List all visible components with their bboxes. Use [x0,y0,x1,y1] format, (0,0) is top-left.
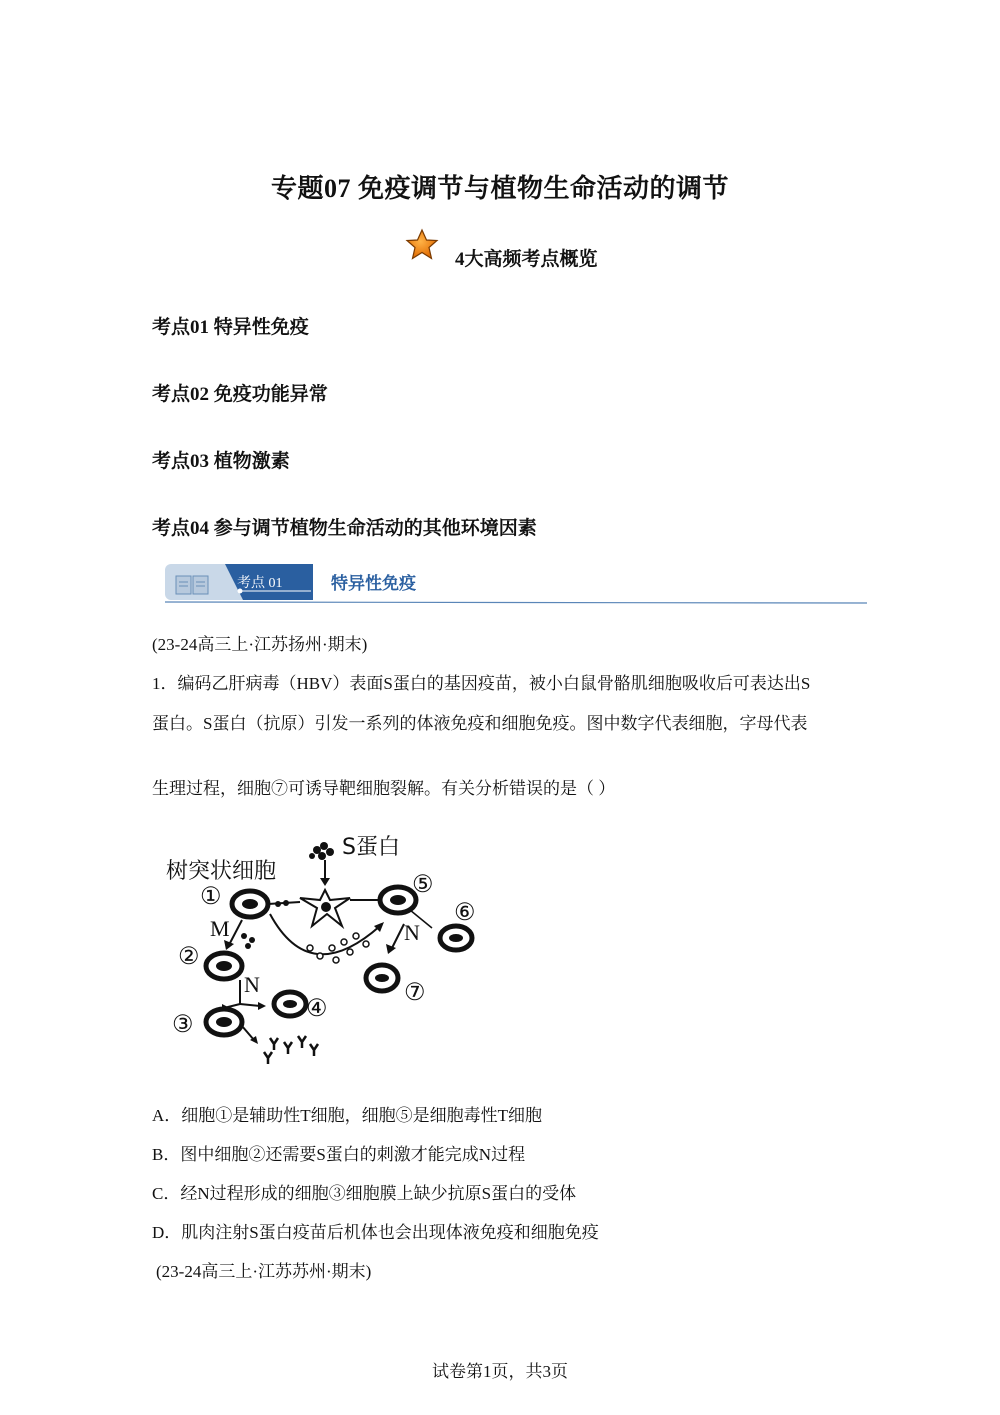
overview-text: 4大高频考点概览 [455,249,598,270]
question-source: (23-24高三上·江苏扬州·期末) [152,635,368,654]
book-icon [175,574,209,596]
immune-diagram [160,828,490,1068]
banner-tag: 考点 01 [237,576,283,591]
label-s-protein: S蛋白 [342,835,400,860]
cell-6 [440,900,476,950]
option-c: C．经N过程形成的细胞③细胞膜上缺少抗原S蛋白的受体 [152,1184,577,1203]
cell-4 [274,992,328,1022]
banner-title: 特异性免疫 [331,574,416,593]
process-label-m: M [210,916,230,941]
cell-3 [172,1009,242,1038]
question-source: (23-24高三上·江苏苏州·期末) [156,1262,372,1281]
option-a: A．细胞①是辅助性T细胞，细胞⑤是细胞毒性T细胞 [152,1106,543,1125]
kaodian-item: 考点02 免疫功能异常 [152,384,328,405]
cell-label-3: ③ [172,1012,194,1038]
star-icon [405,228,439,262]
antibody-icons [264,1036,318,1064]
question-text-line: 蛋白。S蛋白（抗原）引发一系列的体液免疫和细胞免疫。图中数字代表细胞，字母代表 [152,714,808,733]
section-banner [165,562,867,606]
overview-heading [405,228,665,268]
cell-7 [366,965,426,1006]
s-protein-icon [309,842,334,860]
cell-2 [178,944,242,979]
cell-label-5: ⑤ [412,872,434,898]
cell-label-4: ④ [306,996,328,1022]
cell-1 [200,884,268,917]
dendritic-cell [300,890,350,926]
process-label-n-right: N [404,920,420,945]
kaodian-item: 考点04 参与调节植物生命活动的其他环境因素 [152,518,537,539]
option-d: D．肌肉注射S蛋白疫苗后机体也会出现体液免疫和细胞免疫 [152,1223,599,1242]
cell-label-7: ⑦ [404,980,426,1006]
question-text-line: 生理过程，细胞⑦可诱导靶细胞裂解。有关分析错误的是（ ） [152,779,616,798]
label-dendritic-cell: 树突状细胞 [166,859,277,884]
option-b: B．图中细胞②还需要S蛋白的刺激才能完成N过程 [152,1145,526,1164]
cell-label-6: ⑥ [454,900,476,926]
process-label-n-left: N [244,972,260,997]
kaodian-item: 考点03 植物激素 [152,451,290,472]
kaodian-item: 考点01 特异性免疫 [152,317,309,338]
cell-label-1: ① [200,884,222,910]
question-text-line: 1．编码乙肝病毒（HBV）表面S蛋白的基因疫苗，被小白鼠骨骼肌细胞吸收后可表达出S [152,674,811,693]
cell-label-2: ② [178,944,200,970]
cell-5 [380,872,434,913]
page-footer: 试卷第1页，共3页 [432,1362,568,1381]
page-title: 专题07 免疫调节与植物生命活动的调节 [270,174,729,203]
